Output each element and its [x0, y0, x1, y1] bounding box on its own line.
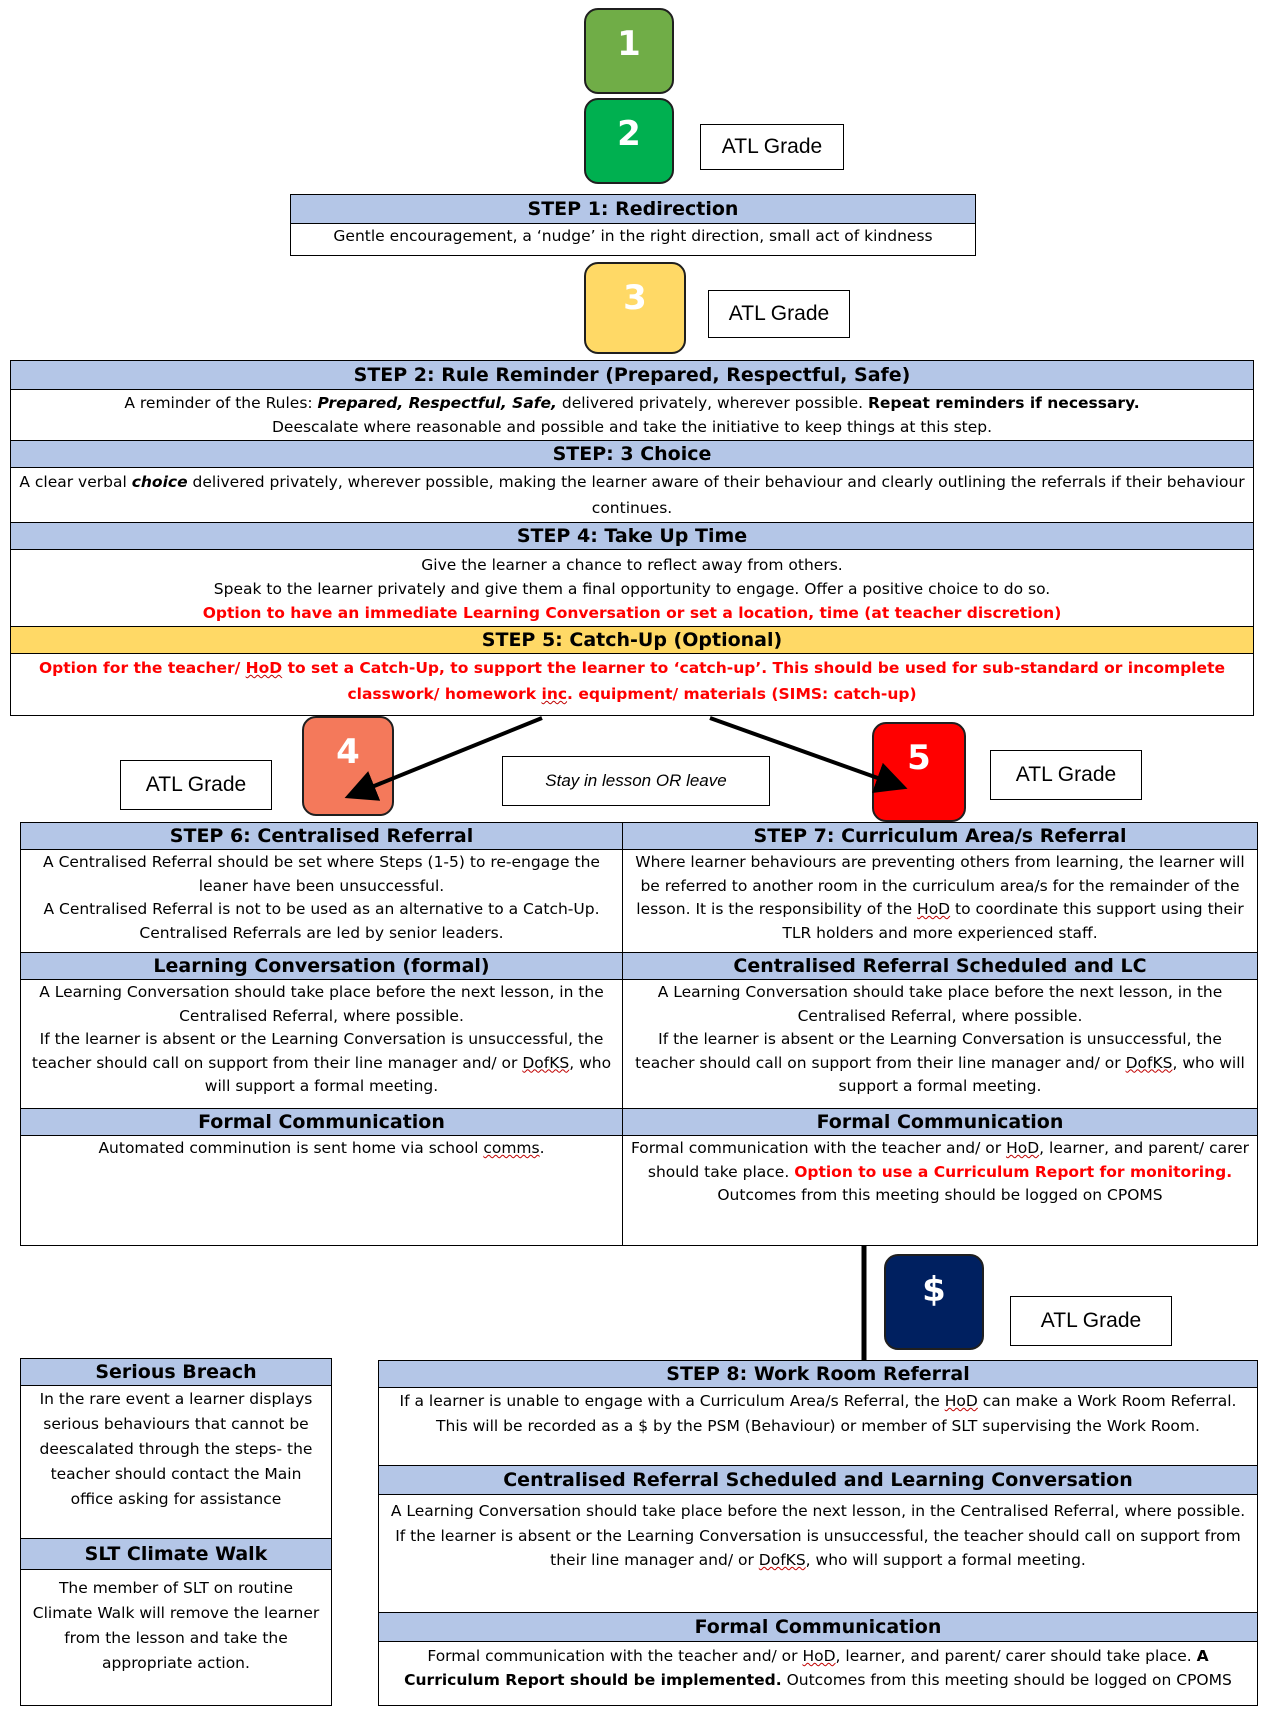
- grade-badge-dollar: [884, 1254, 984, 1350]
- left-formal-comm-text: Automated comminution is sent home via school: [98, 1139, 484, 1157]
- step4-line2: Speak to the learner privately and give them a final opportunity to engage. Offer a positive choice to do so.: [213, 580, 1051, 598]
- left-formal-comm-title: Formal Communication: [21, 1108, 622, 1136]
- step7-title: STEP 7: Curriculum Area/s Referral: [623, 823, 1257, 850]
- right-formal-comm-text-c: Outcomes from this meeting should be logged on CPOMS: [717, 1186, 1163, 1204]
- atl-grade-label: ATL Grade: [721, 135, 823, 158]
- right-formal-comm-text-a: Formal communication with the teacher and/ or: [630, 1139, 1007, 1157]
- step2-text-c: delivered privately, wherever possible.: [556, 394, 868, 412]
- step8-formal-comm-body: [379, 1642, 1257, 1693]
- cr-lc-body-2: If the learner is absent or the Learning Conversation is unsuccessful, the teacher should call on support from their line manager and/ or: [635, 1030, 1222, 1072]
- arrow-to-step7: [710, 718, 900, 786]
- lc-formal-body-1: A Learning Conversation should take place before the next lesson, in the Centralised Referral, where possible.: [39, 983, 604, 1025]
- step7-body-1: Where learner behaviours are preventing others from learning, the learner will be referred to another room in the curriculum area/s for the remainder of the lesson. It is the responsibility of the: [635, 853, 1245, 918]
- step4-title: STEP 4: Take Up Time: [11, 522, 1253, 550]
- badge-1-label: 1: [617, 24, 641, 64]
- step2-title: STEP 2: Rule Reminder (Prepared, Respectful, Safe): [11, 361, 1253, 390]
- step3-text-c: delivered privately, wherever possible, making the learner aware of their behaviour and clearly outlining the referrals if their behaviour continues.: [187, 473, 1245, 517]
- step3-title: STEP: 3 Choice: [11, 440, 1253, 468]
- lc-formal-dofks: DofKS: [522, 1053, 570, 1072]
- lc-formal-body: [21, 980, 622, 1108]
- serious-breach-column: [20, 1358, 332, 1706]
- lc-formal-title: Learning Conversation (formal): [21, 952, 622, 980]
- cr-lc-body: [623, 980, 1257, 1108]
- badge-4-label: 4: [336, 732, 360, 772]
- cr-lc-title: Centralised Referral Scheduled and LC: [623, 952, 1257, 980]
- step5-hod: HoD: [245, 659, 283, 677]
- right-formal-comm-text-b: , learner, and parent/ carer should take place.: [647, 1139, 1250, 1181]
- lc-formal-body-3: , who will support a formal meeting.: [204, 1053, 612, 1095]
- step4-line1: Give the learner a chance to reflect away from others.: [421, 556, 843, 574]
- right-formal-comm-body: [623, 1136, 1257, 1209]
- step3-choice: choice: [131, 473, 188, 491]
- right-formal-comm-hod: HoD: [1006, 1139, 1040, 1157]
- step8-formal-comm-title: Formal Communication: [379, 1612, 1257, 1642]
- right-formal-comm-title: Formal Communication: [623, 1108, 1257, 1136]
- step5-title: STEP 5: Catch-Up (Optional): [11, 626, 1253, 654]
- left-formal-comm-body: [21, 1136, 622, 1162]
- step8-formal-comm-report: A Curriculum Report should be implemented.: [404, 1647, 1209, 1689]
- slt-climate-walk-body: The member of SLT on routine Climate Walk will remove the learner from the lesson and take the appropriate action.: [32, 1579, 320, 1672]
- step6-body-2: A Centralised Referral is not to be used as an alternative to a Catch-Up. Centralised Referrals are led by senior leaders.: [43, 900, 600, 942]
- arrow-to-step6: [352, 718, 542, 795]
- step8-cr-lc-body-2: If the learner is absent or the Learning Conversation is unsuccessful, the teacher should call on support from their line manager and/ or: [395, 1526, 1241, 1569]
- cr-lc-dofks: DofKS: [1125, 1053, 1173, 1072]
- left-formal-comm-end: .: [539, 1139, 545, 1157]
- step8-cr-lc-dofks: DofKS: [758, 1551, 806, 1569]
- step8-body-2: can make a Work Room Referral. This will be recorded as a $ by the PSM (Behaviour) or member of SLT supervising the Work Room.: [436, 1392, 1237, 1435]
- step1-body: Gentle encouragement, a ‘nudge’ in the right direction, small act of kindness: [333, 227, 933, 245]
- step4-line3: Option to have an immediate Learning Conversation or set a location, time (at teacher discretion): [202, 604, 1062, 622]
- step8-formal-comm-text-c: Outcomes from this meeting should be logged on CPOMS: [781, 1671, 1232, 1689]
- step8-title: STEP 8: Work Room Referral: [379, 1361, 1257, 1388]
- step8-formal-comm-text-b: , learner, and parent/ carer should take place.: [835, 1647, 1192, 1665]
- step7-body-2: to coordinate this support using their TLR holders and more experienced staff.: [782, 900, 1244, 942]
- step7-column: [622, 822, 1258, 1246]
- badge-5-label: 5: [907, 738, 931, 778]
- atl-grade-box-dollar: [1010, 1296, 1172, 1346]
- step8-cr-lc-body: [379, 1495, 1257, 1612]
- atl-grade-label: ATL Grade: [1040, 1309, 1142, 1332]
- serious-breach-body: In the rare event a learner displays serious behaviours that cannot be deescalated through the steps- the teacher should contact the Main office asking for assistance: [39, 1390, 313, 1508]
- step7-hod: HoD: [917, 900, 951, 918]
- badge-2-label: 2: [617, 114, 641, 154]
- step6-body: [21, 850, 622, 952]
- step1-title: STEP 1: Redirection: [291, 195, 975, 224]
- step7-body: [623, 850, 1257, 952]
- step2-rules: Prepared, Respectful, Safe,: [317, 394, 557, 412]
- step8-cr-lc-body-1: A Learning Conversation should take place before the next lesson, in the Centralised Referral, where possible.: [390, 1502, 1246, 1520]
- step5-inc: inc: [541, 685, 568, 703]
- step8-body: [379, 1388, 1257, 1465]
- step6-title: STEP 6: Centralised Referral: [21, 823, 622, 850]
- badge-dollar-label: $: [922, 1270, 946, 1310]
- step5-text-c: . equipment/ materials (SIMS: catch-up): [567, 685, 917, 703]
- step8-formal-comm-hod: HoD: [802, 1647, 836, 1665]
- badge-3-label: 3: [623, 278, 647, 318]
- step5-text-b: to set a Catch-Up, to support the learner to ‘catch-up’. This should be used for sub-standard or incomplete classwork/ homework: [282, 659, 1225, 703]
- step2-text-a: A reminder of the Rules:: [124, 394, 318, 412]
- lc-formal-body-2: If the learner is absent or the Learning Conversation is unsuccessful, the teacher should call on support from their line manager and/ or: [31, 1030, 604, 1072]
- step6-column: [20, 822, 623, 1246]
- step3-text-a: A clear verbal: [19, 473, 132, 491]
- atl-grade-label: ATL Grade: [1015, 763, 1117, 786]
- step8-hod: HoD: [944, 1392, 978, 1410]
- stay-or-leave-label: Stay in lesson OR leave: [545, 771, 727, 790]
- atl-grade-label: ATL Grade: [728, 302, 830, 325]
- step2-repeat: Repeat reminders if necessary.: [867, 394, 1140, 412]
- step6-body-1: A Centralised Referral should be set where Steps (1-5) to re-engage the leaner have been unsuccessful.: [43, 853, 600, 895]
- right-formal-comm-option: Option to use a Curriculum Report for monitoring.: [794, 1162, 1233, 1181]
- step5-text-a: Option for the teacher/: [38, 659, 246, 677]
- step8-formal-comm-text-a: Formal communication with the teacher and/ or: [427, 1647, 803, 1665]
- step2-line2: Deescalate where reasonable and possible and take the initiative to keep things at this step.: [271, 417, 993, 436]
- step8-cr-lc-title: Centralised Referral Scheduled and Learning Conversation: [379, 1465, 1257, 1495]
- step8-cr-lc-body-3: , who will support a formal meeting.: [805, 1551, 1086, 1569]
- atl-grade-label: ATL Grade: [145, 773, 247, 796]
- step8-body-1: If a learner is unable to engage with a Curriculum Area/s Referral, the: [399, 1392, 945, 1410]
- left-formal-comm-comms: comms: [483, 1139, 540, 1157]
- cr-lc-body-3: , who will support a formal meeting.: [838, 1053, 1245, 1095]
- cr-lc-body-1: A Learning Conversation should take place before the next lesson, in the Centralised Referral, where possible.: [657, 983, 1223, 1025]
- slt-climate-walk-title: SLT Climate Walk: [21, 1538, 331, 1570]
- serious-breach-title: Serious Breach: [21, 1359, 331, 1386]
- step8-column: [378, 1360, 1258, 1706]
